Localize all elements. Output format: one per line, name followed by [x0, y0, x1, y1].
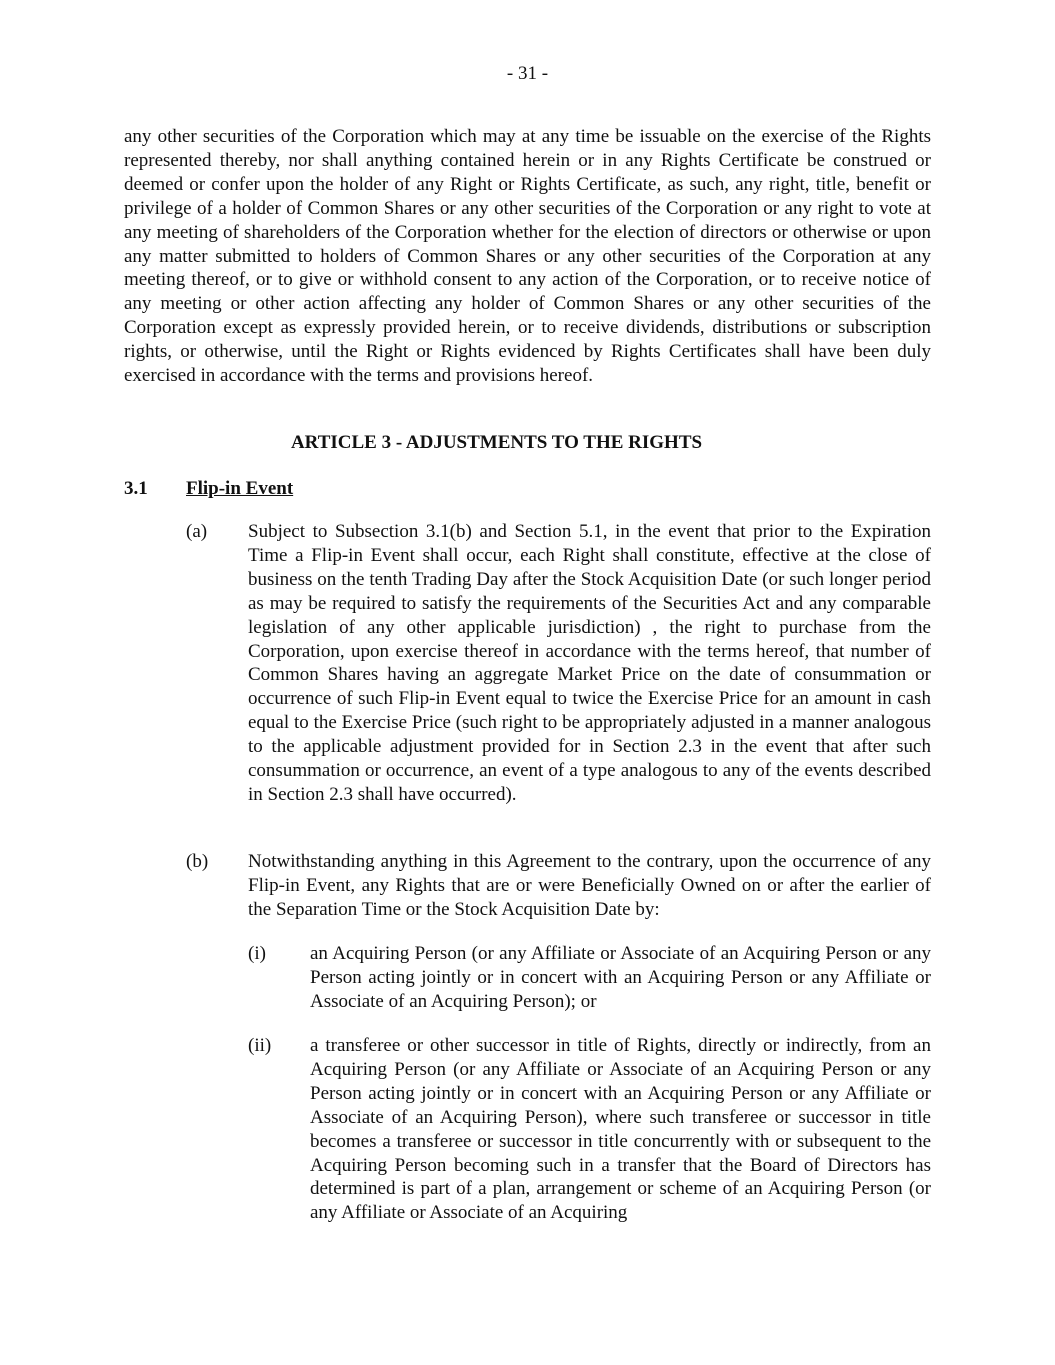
clause-a-marker: (a) [186, 521, 208, 542]
clause-b-marker: (b) [186, 851, 209, 872]
article-heading: ARTICLE 3 - ADJUSTMENTS TO THE RIGHTS [290, 432, 703, 453]
clause-a-text: Subject to Subsection 3.1(b) and Section 5.1, in the event that prior to the Expiration Time a Flip-in Event shall occur, each Right shall constitute, effective at the close of business on the tenth Trading Day after the Stock Acquisition Date (or such longer period as may be required to satisfy the requirements of the Securities Act and any comparable legislation of any other applicable jurisdiction) , the right to purchase from the Corporation, upon exercise thereof in accordance with the terms hereof, that number of Common Shares having an aggregate Market Price on the date of consummation or occurrence of such Flip-in Event equal to twice the Exercise Price for an amount in cash equal to the Exercise Price (such right to be appropriately adjusted in a manner analogous to the applicable adjustment provided for in Section 2.3 in the event that after such consummation or occurrence, an event of a type analogous to any of the events described in Section 2.3 shall have occurred). [248, 521, 931, 805]
subclause-i-text: an Acquiring Person (or any Affiliate or Associate of an Acquiring Person or any Person acting jointly or in concert with an Acquiring Person or any Affiliate or Associate of an Acquiring Person); or [310, 943, 931, 1012]
clause-b-text: Notwithstanding anything in this Agreement to the contrary, upon the occurrence of any Flip-in Event, any Rights that are or were Beneficially Owned on or after the earlier of the Separation Time or the Stock Acquisition Date by: [248, 851, 931, 920]
intro-paragraph: any other securities of the Corporation which may at any time be issuable on the exercise of the Rights represented thereby, nor shall anything contained herein or in any Rights Certificate be construed or deemed or confer upon the holder of any Right or Rights Certificate, as such, any right, title, benefit or privilege of a holder of Common Shares or any other securities of the Corporation or any right to vote at any meeting of shareholders of the Corporation whether for the election of directors or otherwise or upon any matter submitted to holders of Common Shares or any other securities of the Corporation at any meeting thereof, or to give or withhold consent to any action of the Corporation, or to receive notice of any meeting or other action affecting any holder of Common Shares or any other securities of the Corporation except as expressly provided herein, or to receive dividends, distributions or subscription rights, or otherwise, until the Right or Rights evidenced by Rights Certificates shall have been duly exercised in accordance with the terms and provisions hereof. [124, 126, 931, 387]
page-number: - 31 - [506, 63, 549, 84]
subclause-ii-text: a transferee or other successor in title of Rights, directly or indirectly, from an Acquiring Person (or any Affiliate or Associate of an Acquiring Person or any Person acting jointly or in concert with an Acquiring Person or any Affiliate or Associate of an Acquiring Person), where such transferee or successor in title becomes a transferee or successor in title concurrently with or subsequent to the Acquiring Person becoming such in a transfer that the Board of Directors has determined is part of a plan, arrangement or scheme of an Acquiring Person (or any Affiliate or Associate of an Acquiring [310, 1035, 931, 1224]
section-number: 3.1 [124, 478, 148, 499]
subclause-ii-marker: (ii) [248, 1035, 272, 1056]
section-title: Flip-in Event [186, 478, 294, 499]
subclause-i-marker: (i) [248, 943, 266, 964]
